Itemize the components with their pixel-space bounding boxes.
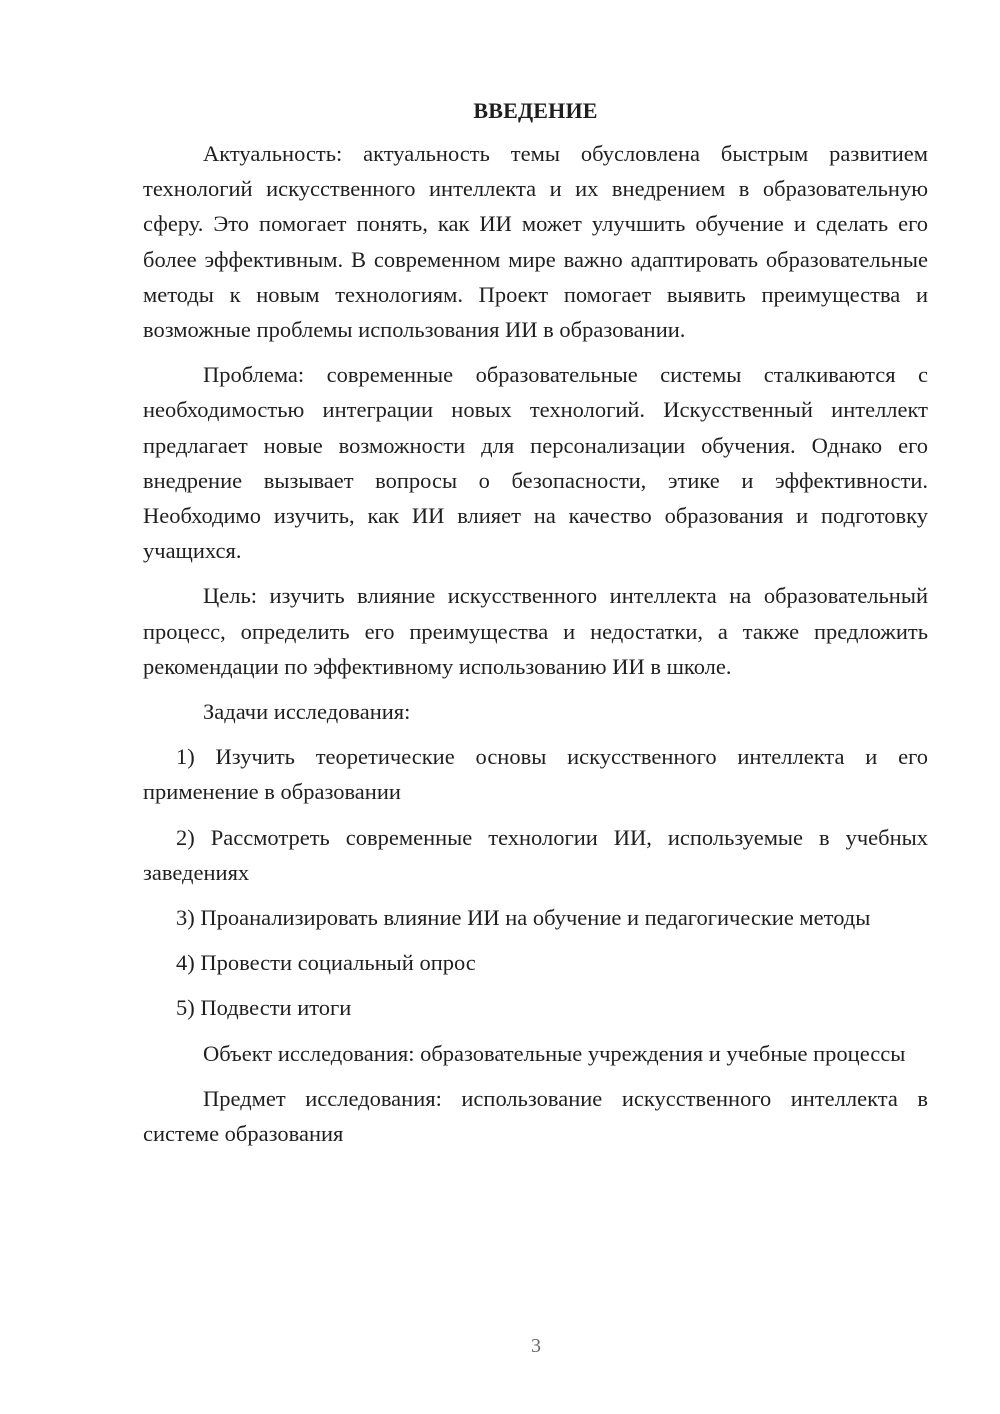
task-item-5: 5) Подвести итоги — [176, 995, 352, 1021]
page-body — [143, 96, 928, 1161]
problem-paragraph: Проблема: современные образовательные системы сталкиваются с необходимостью интеграции новых технологий. Искусственный интеллект предлагает новые возможности для персонализации обучения. Однако его внедрение вызывает вопросы о безопасности, этике и эффективности. Необходимо изучить, как ИИ влияет на качество образования и подготовку учащихся. — [143, 362, 928, 564]
task-item-1: 1) Изучить теоретические основы искусственного интеллекта и его применение в образовании — [143, 744, 928, 805]
task-item-3: 3) Проанализировать влияние ИИ на обучение и педагогические методы — [176, 905, 871, 931]
page-number: 3 — [531, 1335, 541, 1357]
subject-paragraph: Предмет исследования: использование искусственного интеллекта в системе образования — [143, 1085, 928, 1147]
section-heading: ВВЕДЕНИЕ — [473, 98, 598, 123]
task-item-4: 4) Провести социальный опрос — [176, 950, 476, 976]
tasks-title: Задачи исследования: — [203, 699, 411, 725]
goal-paragraph: Цель: изучить влияние искусственного интеллекта на образовательный процесс, определить его преимущества и недостатки, а также предложить рекомендации по эффективному использованию ИИ в школе. — [143, 583, 928, 679]
task-item-2: 2) Рассмотреть современные технологии ИИ, используемые в учебных заведениях — [143, 824, 928, 885]
object-paragraph: Объект исследования: образовательные учреждения и учебные процессы — [203, 1040, 906, 1066]
relevance-paragraph: Актуальность: актуальность темы обусловлена быстрым развитием технологий искусственного интеллекта и их внедрением в образовательную сферу. Это помогает понять, как ИИ может улучшить обучение и сделать его более эффективным. В современном мире важно адаптировать образовательные методы к новым технологиям. Проект помогает выявить преимущества и возможные проблемы использования ИИ в образовании. — [143, 141, 928, 343]
